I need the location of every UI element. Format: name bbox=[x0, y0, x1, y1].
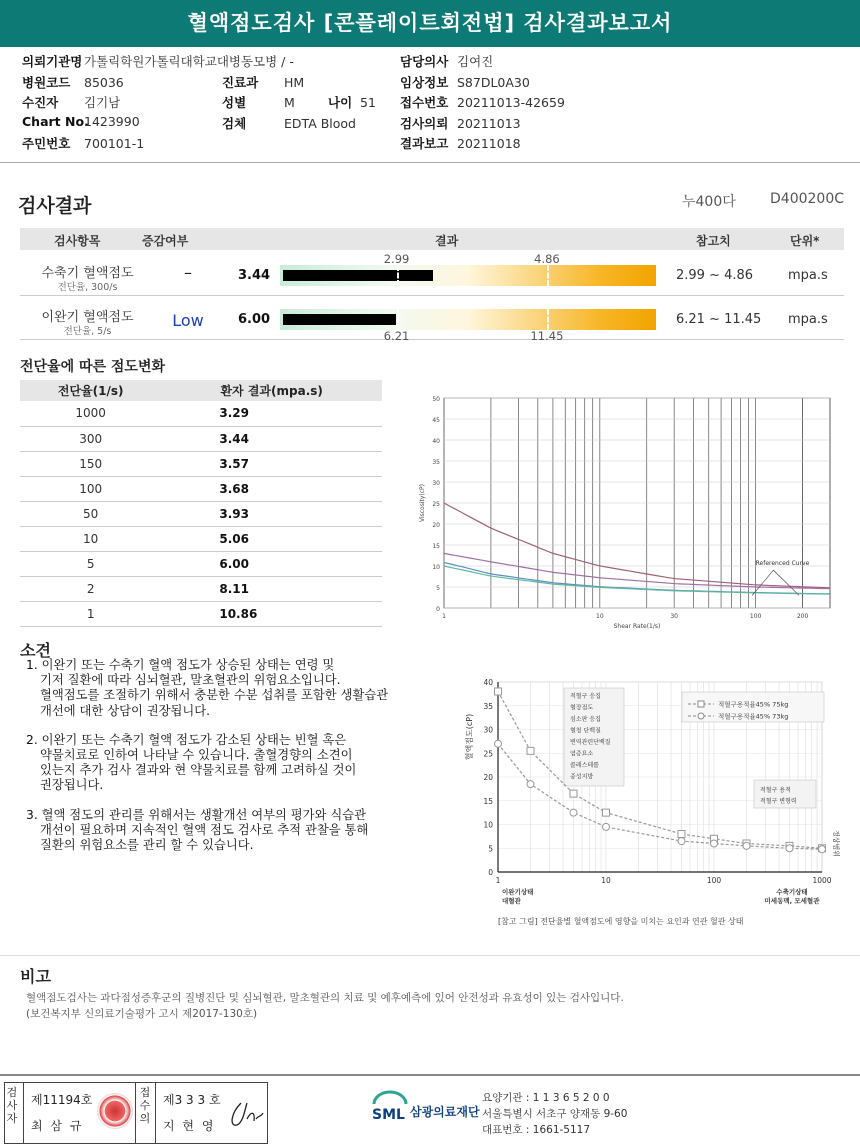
factor-label: 염증요소 bbox=[570, 750, 594, 758]
sml-logo-icon bbox=[370, 1088, 410, 1124]
y-tick-label: 10 bbox=[483, 820, 493, 830]
data-point bbox=[711, 840, 718, 847]
y-axis-label: Viscosity(cP) bbox=[419, 483, 426, 523]
x-tick-label: 1000 bbox=[812, 876, 832, 885]
ref-low-tick bbox=[397, 265, 399, 286]
table-row bbox=[20, 576, 382, 601]
y-tick-label: 30 bbox=[432, 480, 440, 487]
field-label: 검사의뢰 bbox=[400, 115, 449, 131]
report-title: 혈액점도검사 [콘플레이트회전법] 검사결과보고서 bbox=[0, 0, 860, 47]
col-change: 증감여부 bbox=[142, 234, 189, 248]
col-patient-result: 환자 결과(mpa.s) bbox=[161, 380, 382, 401]
shear-rate-cell: 50 bbox=[20, 501, 161, 526]
y-tick-label: 35 bbox=[483, 701, 493, 711]
field-label: 결과보고 bbox=[400, 136, 449, 151]
viscosity-cell: 3.44 bbox=[161, 426, 382, 451]
y-tick-label: 30 bbox=[483, 725, 493, 735]
y-tick-label: 0 bbox=[488, 868, 493, 877]
data-point bbox=[603, 809, 610, 816]
y-tick-label: 25 bbox=[483, 749, 493, 759]
data-point bbox=[527, 781, 534, 788]
factor-box bbox=[564, 688, 624, 786]
factor-label: 섬소판 응집 bbox=[570, 716, 601, 723]
result-bar bbox=[280, 309, 656, 330]
field-label: 진료과 bbox=[222, 74, 259, 90]
note-line: 혈액점도검사는 과다점성증후군의 질병진단 및 심뇌혈관, 말초혈관의 치료 및 예후예측에 있어 안전성과 유효성이 있는 검사입니다. bbox=[26, 992, 624, 1004]
viscosity-cell: 3.29 bbox=[161, 401, 382, 426]
patient-info-left bbox=[22, 52, 382, 155]
legend-marker bbox=[698, 713, 704, 719]
divider bbox=[0, 162, 860, 163]
y-tick-label: 45 bbox=[432, 417, 440, 424]
ref-low-label: 6.21 bbox=[383, 329, 410, 343]
item-name: 수축기 혈액점도 bbox=[41, 266, 134, 281]
patient-name-value: 김기남 bbox=[84, 95, 121, 110]
shear-title: 전단율에 따른 점도변화 bbox=[20, 359, 165, 375]
org-code: 요양기관 : 1 1 3 6 5 2 0 0 bbox=[482, 1092, 610, 1104]
org-name: 삼광의료재단 bbox=[410, 1105, 480, 1119]
finding-item: 3. 혈액 점도의 관리를 위해서는 생활개선 여부의 평가와 식습관 개선이 필요하며 지속적인 혈액 점도 검사로 추적 관찰을 통해 질환의 위험요소를 관리 할 수 있습니다. bbox=[26, 807, 369, 853]
data-point bbox=[678, 838, 685, 845]
data-point bbox=[527, 747, 534, 754]
doctor-value: 김여진 bbox=[457, 54, 494, 69]
org-address: 서울특별시 서초구 양재동 9-60 bbox=[482, 1108, 628, 1120]
data-point bbox=[819, 846, 826, 853]
change-indicator: – bbox=[184, 263, 192, 282]
factor-label: 콜레스테롤 bbox=[570, 762, 599, 769]
y-tick-label: 40 bbox=[483, 678, 493, 687]
data-point bbox=[603, 823, 610, 830]
x-tick-label: 10 bbox=[601, 876, 611, 885]
table-row bbox=[20, 476, 382, 501]
chart-caption: [참고 그림] 전단율별 혈액점도에 영향을 미치는 요인과 연관 혈관 상태 bbox=[498, 917, 744, 926]
shear-rate-cell: 100 bbox=[20, 476, 161, 501]
field-label: 임상정보 bbox=[400, 74, 449, 90]
y-tick-label: 5 bbox=[436, 585, 440, 592]
result-bar bbox=[280, 265, 656, 286]
table-row bbox=[20, 401, 382, 426]
table-row bbox=[20, 426, 382, 451]
examiner-label: 검 사 자 bbox=[6, 1086, 18, 1125]
svg-text:SML: SML bbox=[372, 1107, 405, 1123]
viscosity-cell: 3.57 bbox=[161, 451, 382, 476]
y-tick-label: 5 bbox=[488, 844, 493, 854]
receipt-no-value: 20211013-42659 bbox=[457, 95, 565, 110]
y-tick-label: 40 bbox=[432, 438, 440, 445]
field-label: 접수번호 bbox=[400, 95, 449, 110]
y-tick-label: 15 bbox=[432, 543, 440, 550]
data-point bbox=[495, 740, 502, 747]
seal-stamp bbox=[97, 1093, 133, 1129]
field-label: 수진자 bbox=[22, 95, 59, 110]
shear-rate-cell: 1000 bbox=[20, 401, 161, 426]
result-row bbox=[20, 296, 844, 343]
viscosity-cell: 6.00 bbox=[161, 551, 382, 576]
shear-rate-cell: 150 bbox=[20, 451, 161, 476]
annotation-label: Referenced Curve bbox=[755, 560, 810, 567]
x-tick-label: 100 bbox=[706, 876, 722, 885]
license-number: 제3 3 3 호 bbox=[163, 1093, 221, 1107]
receiver-label: 접 수 의 bbox=[139, 1086, 151, 1125]
edi-code: D400200C bbox=[770, 191, 844, 207]
signature-box bbox=[4, 1082, 268, 1144]
legend-label: 적혈구용적율45% 75kg bbox=[718, 700, 789, 709]
reference-range: 2.99 ~ 4.86 bbox=[676, 268, 754, 283]
field-label: Chart No. bbox=[22, 113, 89, 129]
result-bar-fill bbox=[283, 314, 396, 325]
factor-label: 적혈구 변형력 bbox=[760, 798, 797, 805]
y-axis-label: 혈액점도(cP) bbox=[465, 713, 474, 761]
col-shear-rate: 전단율(1/s) bbox=[20, 380, 161, 401]
x-annotation: 수축기상태 bbox=[776, 888, 808, 896]
change-indicator: Low bbox=[172, 311, 204, 330]
table-row bbox=[20, 451, 382, 476]
clinical-info-value: S87DL0A30 bbox=[457, 74, 530, 90]
test-code: 누400다 bbox=[682, 194, 736, 210]
y-tick-label: 20 bbox=[483, 773, 493, 782]
specimen-value: EDTA Blood bbox=[284, 115, 356, 131]
receiver-name: 지 현 영 bbox=[163, 1119, 216, 1133]
shear-rate-table bbox=[20, 380, 382, 627]
col-ref: 참고치 bbox=[696, 234, 731, 248]
results-table-header bbox=[20, 228, 844, 250]
ref-low-label: 2.99 bbox=[383, 252, 410, 266]
footer bbox=[0, 1074, 860, 1145]
field-label: 담당의사 bbox=[400, 54, 449, 69]
note-text bbox=[26, 990, 846, 1022]
finding-item: 2. 이완기 또는 수축기 혈액 점도가 감소된 상태는 빈혈 혹은 약물치료로 인하여 나타날 수 있습니다. 출혈경향의 소견이 있는지 추가 검사 결과와 현 약물치료를 함께 고려하실 것이 권장됩니다. bbox=[26, 732, 357, 793]
request-date-value: 20211013 bbox=[457, 115, 521, 131]
data-point bbox=[786, 845, 793, 852]
data-point bbox=[743, 842, 750, 849]
viscosity-cell: 3.68 bbox=[161, 476, 382, 501]
table-row bbox=[20, 501, 382, 526]
legend-marker bbox=[698, 701, 704, 707]
report-date-value: 20211018 bbox=[457, 136, 521, 151]
resident-no-value: 700101-1 bbox=[84, 136, 145, 151]
factor-label: 적혈구 용적 bbox=[760, 787, 791, 794]
factor-label: 적혈구 응집 bbox=[570, 693, 601, 700]
x-annotation: 대혈관 bbox=[502, 897, 521, 905]
field-label: 성별 bbox=[222, 95, 247, 110]
y-tick-label: 25 bbox=[432, 501, 440, 508]
y-tick-label: 0 bbox=[436, 606, 440, 613]
y-tick-label: 15 bbox=[483, 796, 493, 806]
data-point bbox=[678, 831, 685, 838]
result-value: 6.00 bbox=[238, 312, 271, 327]
y-tick-label: 10 bbox=[432, 564, 440, 571]
factor-label: 중성지방 bbox=[570, 773, 594, 781]
ref-high-tick bbox=[547, 265, 549, 286]
viscosity-cell: 10.86 bbox=[161, 601, 382, 626]
license-number: 제11194호 bbox=[31, 1093, 93, 1107]
y-tick-label: 50 bbox=[432, 396, 440, 403]
viscosity-cell: 8.11 bbox=[161, 576, 382, 601]
shear-rate-cell: 300 bbox=[20, 426, 161, 451]
reference-chart bbox=[460, 668, 840, 938]
findings-text bbox=[26, 658, 466, 867]
ref-low-tick bbox=[397, 309, 399, 330]
viscosity-cell: 5.06 bbox=[161, 526, 382, 551]
x-tick-label: 100 bbox=[749, 613, 762, 620]
age-value: 51 bbox=[360, 95, 376, 110]
y-tick-label: 35 bbox=[432, 459, 440, 466]
ref-high-label: 4.86 bbox=[534, 252, 560, 266]
note-line: (보건복지부 신의료기술평가 고시 제2017-130호) bbox=[26, 1008, 258, 1020]
findings-title: 소견 bbox=[20, 641, 51, 660]
signature bbox=[227, 1097, 265, 1133]
x-tick-label: 10 bbox=[596, 613, 604, 620]
data-point bbox=[570, 809, 577, 816]
field-label: 나이 bbox=[328, 95, 353, 110]
col-unit: 단위* bbox=[790, 234, 820, 248]
org-info bbox=[482, 1090, 627, 1138]
shear-rate-cell: 1 bbox=[20, 601, 161, 626]
item-shear: 전단율, 300/s bbox=[57, 282, 118, 293]
field-label: 검체 bbox=[222, 115, 247, 131]
table-row bbox=[20, 601, 382, 626]
x-tick-label: 200 bbox=[796, 613, 809, 620]
x-annotation: 미세동맥, 모세혈관 bbox=[764, 897, 820, 905]
item-shear: 전단율, 5/s bbox=[63, 326, 112, 337]
x-tick-label: 1 bbox=[442, 613, 446, 620]
sex-value: M bbox=[284, 95, 295, 110]
institution-value: 가톨릭학원가톨릭대학교대병동모병 / - bbox=[84, 54, 294, 69]
unit: mpa.s bbox=[788, 312, 828, 327]
finding-item: 1. 이완기 또는 수축기 혈액 점도가 상승된 상태는 연령 및 기저 질환에 따라 심뇌혈관, 말초혈관의 위험요소입니다. 혈액점도를 조절하기 위해서 충분한 수분 섭취를 포함한 생활습관 개선에 대한 상담이 권장됩니다. bbox=[26, 658, 389, 718]
reference-range: 6.21 ~ 11.45 bbox=[676, 312, 762, 327]
result-bar-fill bbox=[283, 270, 433, 281]
factor-label: 혈장점도 bbox=[570, 704, 594, 712]
shear-rate-cell: 2 bbox=[20, 576, 161, 601]
data-point bbox=[570, 790, 577, 797]
results-title: 검사결과 bbox=[18, 195, 92, 217]
viscosity-chart bbox=[412, 390, 832, 635]
ref-high-tick bbox=[547, 309, 549, 330]
table-row bbox=[20, 551, 382, 576]
item-name: 이완기 혈액점도 bbox=[41, 310, 134, 325]
col-result: 결과 bbox=[435, 234, 459, 248]
department-value: HM bbox=[284, 74, 305, 90]
field-label: 의뢰기관명 bbox=[22, 54, 83, 69]
ref-high-label: 11.45 bbox=[530, 329, 564, 343]
data-point bbox=[495, 688, 502, 695]
shear-rate-cell: 5 bbox=[20, 551, 161, 576]
hospital-code-value: 85036 bbox=[84, 74, 124, 90]
result-row bbox=[20, 252, 844, 296]
note-title: 비고 bbox=[20, 967, 51, 986]
shear-rate-cell: 10 bbox=[20, 526, 161, 551]
field-label: 병원코드 bbox=[22, 74, 71, 90]
patient-info-right bbox=[400, 52, 800, 155]
result-value: 3.44 bbox=[238, 268, 271, 283]
y-tick-label: 20 bbox=[432, 522, 440, 529]
chart-no-value: 1423990 bbox=[84, 113, 140, 129]
divider bbox=[0, 955, 860, 956]
field-label: 주민번호 bbox=[22, 136, 71, 151]
unit: mpa.s bbox=[788, 268, 828, 283]
examiner-name: 최 삼 규 bbox=[31, 1119, 84, 1133]
x-axis-label: Shear Rate(1/s) bbox=[613, 623, 661, 630]
factor-label: 변역관련단백질 bbox=[570, 739, 611, 746]
org-phone: 대표번호 : 1661-5117 bbox=[482, 1124, 591, 1136]
x-tick-label: 1 bbox=[495, 876, 501, 885]
legend-label: 적혈구용적율45% 73kg bbox=[718, 712, 789, 721]
factor-label: 혈청 단백질 bbox=[570, 727, 601, 735]
x-tick-label: 30 bbox=[670, 613, 678, 620]
table-row bbox=[20, 526, 382, 551]
col-item: 검사항목 bbox=[54, 234, 101, 248]
x-annotation: 이완기상태 bbox=[502, 888, 534, 896]
range-label: 정상범위 bbox=[832, 829, 840, 858]
viscosity-cell: 3.93 bbox=[161, 501, 382, 526]
